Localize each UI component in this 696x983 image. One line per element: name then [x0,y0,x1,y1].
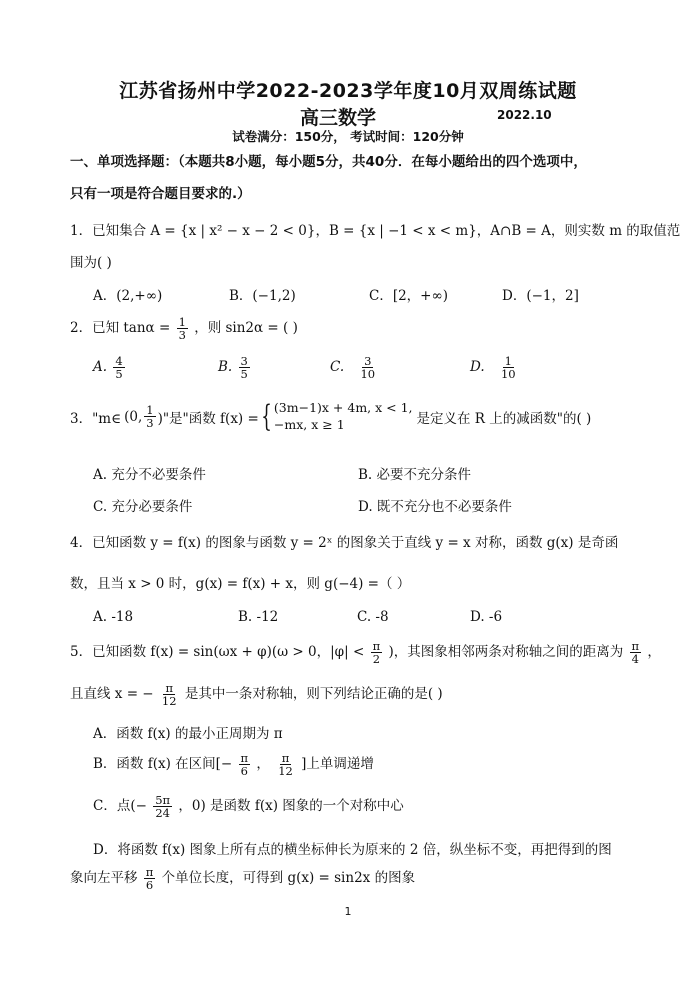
q3-fraction: $\frac{1}{3}$ [146,403,154,431]
q4-option-a: A. -18 [93,609,134,625]
q2-option-a: A. $\frac{4}{5}$ [93,354,123,382]
q4-line1: 4．已知函数 y = f(x) 的图象与函数 y = 2ˣ 的图象关于直线 y = x 对称，函数 g(x) 是奇函 [70,535,619,551]
q5-option-c: C．点(− $\frac{5\pi}{24}$ ，0) 是函数 f(x) 图象的一个对称中心 [93,793,404,821]
q2-stem: 2．已知 tanα = $\frac{1}{3}$ ，则 sin2α = ( ) [70,315,298,343]
q1-option-b: B．(−1,2) [229,288,296,304]
q4-option-b: B. -12 [238,609,279,625]
q1-option-c: C．[2，+∞) [369,288,449,304]
q1-line1: 1．已知集合 A = {x | x² − x − 2 < 0}，B = {x | −1 < x < m}，A∩B = A，则实数 m 的取值范 [70,223,681,239]
page-number: 1 [344,905,352,918]
section-heading-line2: 只有一项是符合题目要求的.） [70,186,251,202]
q5-line1: 5．已知函数 f(x) = sin(ωx + φ)(ω > 0，|φ| < $\frac{\pi}{2}$ )，其图象相邻两条对称轴之间的距离为 $\frac{\pi}{4}$ ， [70,639,661,667]
q3-option-a: A. 充分不必要条件 [93,467,206,483]
q3-option-b: B. 必要不充分条件 [358,467,472,483]
section-heading-line1: 一、单项选择题：（本题共8小题，每小题5分，共40分．在每小题给出的四个选项中， [70,154,587,170]
exam-info: 试卷满分：150分， 考试时间：120分钟 [232,129,464,144]
q4-option-c: C. -8 [357,609,389,625]
q2-fraction: $\frac{1}{3}$ [178,315,186,343]
q5-option-b: B．函数 f(x) 在区间[− $\frac{\pi}{6}$ ， $\frac{\pi}{12}$ ]上单调递增 [93,751,374,779]
q3-option-c: C. 充分必要条件 [93,499,193,515]
q5-option-a: A．函数 f(x) 的最小正周期为 π [93,726,283,742]
q4-line2: 数，且当 x > 0 时，g(x) = f(x) + x，则 g(−4) =（ ） [70,576,411,592]
q3-option-d: D. 既不充分也不必要条件 [358,499,512,515]
q3-stem: 3．"m∈ (0, $\frac{1}{3}$ )"是"函数 f(x) = { (3m−1)x + 4m, x < 1, −mx, x ≥ 1 是定义在 R 上的减函数"的( ) [70,398,592,434]
q1-option-d: D．(−1，2] [502,288,579,304]
exam-title: 江苏省扬州中学2022-2023学年度10月双周练试题 [119,80,577,102]
q4-option-d: D. -6 [470,609,503,625]
q1-line2: 围为( ) [70,255,112,271]
q1-option-a: A．(2,+∞) [93,288,163,304]
exam-subtitle: 高三数学 [300,107,377,129]
q5-option-d-line1: D．将函数 f(x) 图象上所有点的横坐标伸长为原来的 2 倍，纵坐标不变，再把得到的图 [93,842,612,858]
q2-option-c: C. $\frac{3}{10}$ [330,354,376,382]
q2-option-b: B. $\frac{3}{5}$ [218,354,248,382]
q2-option-d: D. $\frac{1}{10}$ [470,354,516,382]
q5-line2: 且直线 x = − $\frac{\pi}{12}$ 是其中一条对称轴，则下列结论正确的是( ) [70,681,443,709]
exam-date: 2022.10 [497,108,552,122]
q5-option-d-line2: 象向左平移 $\frac{\pi}{6}$ 个单位长度，可得到 g(x) = sin2x 的图象 [70,865,416,893]
piecewise-function: (3m−1)x + 4m, x < 1, −mx, x ≥ 1 [273,400,413,432]
piecewise-brace: { [261,398,272,434]
